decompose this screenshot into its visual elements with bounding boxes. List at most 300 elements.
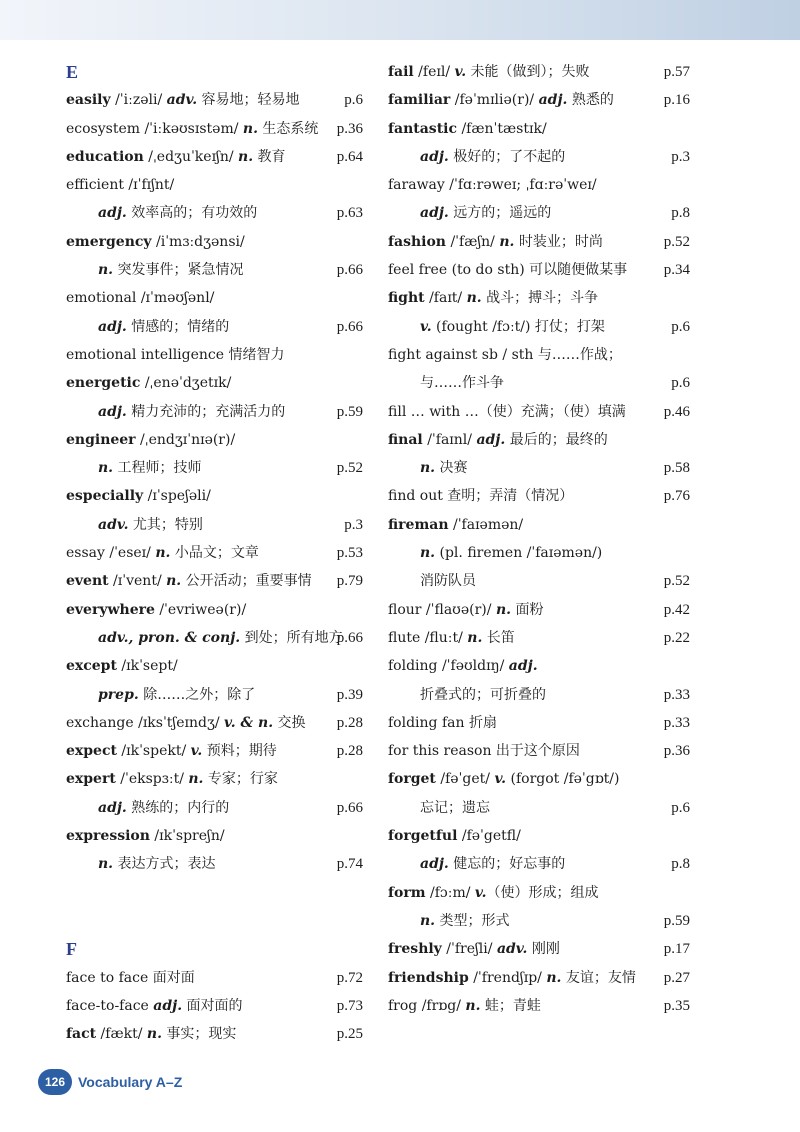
part-of-speech: n. [242, 120, 258, 137]
headword: emergency [66, 233, 152, 250]
headword: fireman [388, 516, 449, 533]
entry-text [388, 369, 504, 397]
entry-text [388, 567, 476, 595]
entry-text [388, 709, 497, 737]
part-of-speech: v. [474, 884, 487, 901]
vocab-entry [388, 115, 690, 143]
vocab-entry [388, 369, 690, 397]
page-reference: p.66 [336, 799, 363, 816]
headword: except [66, 658, 117, 675]
part-of-speech: n. [238, 148, 254, 165]
part-of-speech: n. [420, 912, 436, 929]
entry-body: 与……作斗争 [420, 375, 504, 392]
entry-text [66, 624, 343, 652]
chinese-meaning: 表达方式；表达 [113, 856, 216, 873]
right-column [388, 58, 690, 1020]
part-of-speech: adj. [98, 205, 127, 222]
vocab-entry [66, 709, 363, 737]
chinese-meaning: 健忘的；好忘事的 [448, 856, 566, 873]
page-reference: p.73 [336, 997, 363, 1014]
part-of-speech: adj. [98, 318, 127, 335]
part-of-speech: v. [420, 318, 432, 335]
entry-body: /ɪˈspeʃəli/ [143, 488, 211, 505]
page-reference: p.6 [344, 92, 363, 109]
entry-body: /fəˈmɪliə(r)/ [450, 92, 539, 109]
entry-text [388, 341, 622, 369]
vocab-entry [66, 313, 363, 341]
page-reference: p.76 [663, 488, 690, 505]
vocab-entry [66, 482, 363, 510]
chinese-meaning: 交换 [273, 714, 306, 731]
part-of-speech: adj. [98, 403, 127, 420]
entry-text [66, 539, 259, 567]
vocab-entry [388, 907, 690, 935]
chinese-meaning: 容易地；轻易地 [197, 92, 300, 109]
vocab-entry [66, 567, 363, 595]
page-reference: p.52 [663, 233, 690, 250]
page-reference: p.64 [336, 148, 363, 165]
page-reference: p.72 [336, 969, 363, 986]
vocab-entry [66, 850, 363, 878]
entry-text [66, 765, 278, 793]
part-of-speech: adj. [538, 92, 568, 109]
page-reference: p.35 [663, 997, 690, 1014]
entry-body: /ˈevriweə(r)/ [154, 601, 247, 618]
entry-text [66, 143, 286, 171]
vocab-entry [388, 171, 690, 199]
page-reference: p.52 [663, 573, 690, 590]
entry-text [388, 199, 551, 227]
part-of-speech: v. [190, 743, 203, 760]
headword: friendship [388, 969, 469, 986]
entry-body: emotional /ɪˈməʊʃənl/ [66, 290, 215, 307]
entry-text [66, 596, 246, 624]
part-of-speech: n. [166, 573, 182, 590]
entry-body: essay /ˈeseɪ/ [66, 545, 156, 562]
entry-text [66, 341, 285, 369]
entry-body: /faɪt/ [424, 290, 467, 307]
entry-text [66, 737, 277, 765]
entry-text [388, 256, 627, 284]
headword: familiar [388, 92, 451, 109]
part-of-speech: n. [155, 545, 171, 562]
chinese-meaning: 最后的；最终的 [505, 431, 608, 448]
page-reference: p.6 [671, 799, 690, 816]
vocab-entry [66, 539, 363, 567]
entry-body: /ɪkˈspekt/ [116, 743, 191, 760]
entry-text [388, 794, 490, 822]
vocab-entry [66, 86, 363, 114]
part-of-speech: n. [546, 969, 562, 986]
entry-text [66, 199, 257, 227]
headword: fight [388, 290, 425, 307]
vocab-entry [388, 228, 690, 256]
entry-body: /ˌedʒuˈkeɪʃn/ [143, 148, 239, 165]
entry-body: exchange /ɪksˈtʃeɪndʒ/ [66, 714, 225, 731]
chinese-meaning: 小品文；文章 [170, 545, 259, 562]
entry-body: /ˈfrendʃɪp/ [468, 969, 547, 986]
entry-text [66, 369, 231, 397]
entry-body: face to face 面对面 [66, 969, 195, 986]
vocab-entry [388, 794, 690, 822]
vocab-entry [388, 398, 690, 426]
entry-body: 折叠式的；可折叠的 [420, 686, 546, 703]
vocab-entry [66, 454, 363, 482]
entry-text [388, 737, 580, 765]
page-reference: p.27 [663, 969, 690, 986]
vocab-entry [66, 1020, 363, 1048]
chinese-meaning: 除……之外；除了 [138, 686, 256, 703]
part-of-speech: n. [499, 233, 515, 250]
vocab-entry [388, 256, 690, 284]
part-of-speech: adv. [166, 92, 198, 109]
chinese-meaning: 熟悉的 [567, 92, 614, 109]
entry-body: folding /ˈfəʊldɪŋ/ [388, 658, 509, 675]
chinese-meaning: 熟练的；内行的 [126, 799, 230, 816]
entry-body: emotional intelligence 情绪智力 [66, 346, 285, 363]
vocab-entry [66, 199, 363, 227]
headword: form [388, 884, 426, 901]
part-of-speech: n. [420, 545, 436, 562]
entry-body: /ˈfæʃn/ [446, 233, 500, 250]
vocab-entry [388, 879, 690, 907]
entry-body: /fəˈget/ [435, 771, 495, 788]
page-reference: p.22 [663, 629, 690, 646]
part-of-speech: adv. [98, 516, 129, 533]
chinese-meaning: 面粉 [511, 601, 544, 618]
headword: final [388, 431, 423, 448]
entry-body: /iˈmɜːdʒənsi/ [151, 233, 245, 250]
entry-body: ecosystem /ˈiːkəʊsɪstəm/ [66, 120, 243, 137]
chinese-meaning: 效率高的；有功效的 [126, 205, 258, 222]
headword: easily [66, 92, 111, 109]
chinese-meaning: 未能（做到）；失败 [466, 64, 590, 80]
entry-body: fill … with …（使）充满；（使）填满 [388, 403, 626, 420]
entry-text [388, 539, 602, 567]
chinese-meaning: 预料；期待 [202, 743, 277, 760]
page-reference: p.57 [663, 64, 690, 80]
entry-body: /ɪkˈspreʃn/ [149, 828, 225, 845]
entry-body: /fækt/ [96, 1026, 147, 1043]
entry-text [388, 964, 636, 992]
entry-text [66, 794, 229, 822]
headword: expert [66, 771, 116, 788]
entry-body: /feɪl/ [413, 64, 455, 80]
left-column [66, 58, 363, 1048]
headword: especially [66, 488, 144, 505]
page-reference: p.33 [663, 686, 690, 703]
page-footer [38, 1069, 182, 1095]
section-letter-text: E [66, 62, 79, 82]
section-gap [66, 879, 363, 936]
page-reference: p.63 [336, 205, 363, 222]
headword: expression [66, 828, 150, 845]
page-reference: p.58 [663, 460, 690, 477]
vocab-entry [388, 624, 690, 652]
vocab-entry [66, 596, 363, 624]
entry-text [66, 822, 225, 850]
vocab-entry [388, 284, 690, 312]
chinese-meaning: 公开活动；重要事情 [181, 573, 312, 590]
entry-text [388, 511, 523, 539]
entry-text [388, 652, 538, 680]
entry-body: 忘记；遗忘 [420, 799, 490, 816]
entry-text [388, 907, 510, 935]
part-of-speech: adj. [420, 205, 449, 222]
entry-text [388, 426, 608, 454]
vocab-entry [66, 369, 363, 397]
part-of-speech: adv., pron. & conj. [98, 629, 241, 646]
entry-body: frog /frɒg/ [388, 997, 466, 1014]
headword: freshly [388, 941, 442, 958]
entry-text [388, 681, 546, 709]
entry-body: /ɪkˈsept/ [116, 658, 178, 675]
page-reference: p.3 [671, 148, 690, 165]
vocab-entry [66, 143, 363, 171]
chinese-meaning: 蛙；青蛙 [480, 997, 541, 1014]
page-reference: p.66 [336, 318, 363, 335]
part-of-speech: adj. [476, 431, 506, 448]
headword: expect [66, 743, 117, 760]
headword: fact [66, 1026, 97, 1043]
chinese-meaning: 尤其；特别 [128, 516, 203, 533]
page-reference: p.34 [663, 262, 690, 279]
chinese-meaning: 决赛 [435, 460, 468, 477]
chinese-meaning: (fought /fɔːt/) 打仗；打架 [431, 318, 605, 335]
chinese-meaning: 长笛 [482, 629, 515, 646]
page-reference: p.8 [671, 205, 690, 222]
page-reference: p.3 [344, 516, 363, 533]
part-of-speech: n. [188, 771, 204, 788]
vocab-entry [66, 652, 363, 680]
entry-text [388, 398, 626, 426]
vocab-entry [388, 341, 690, 369]
headword: forget [388, 771, 436, 788]
chinese-meaning: 生态系统 [257, 120, 319, 137]
page-reference: p.36 [336, 120, 363, 137]
chinese-meaning: 战斗；搏斗；斗争 [481, 290, 599, 307]
vocab-entry [388, 511, 690, 539]
entry-body: for this reason 出于这个原因 [388, 743, 580, 760]
entry-text [388, 58, 590, 86]
page-reference: p.25 [336, 1026, 363, 1043]
entry-body: /ˈiːzəli/ [110, 92, 167, 109]
entry-text [66, 681, 255, 709]
headword: fail [388, 64, 414, 80]
vocab-entry [66, 426, 363, 454]
entry-body: /ˈekspɜːt/ [115, 771, 189, 788]
headword: fantastic [388, 120, 458, 137]
chinese-meaning: 教育 [253, 148, 286, 165]
entry-text [66, 992, 243, 1020]
part-of-speech: v. [494, 771, 507, 788]
entry-text [388, 228, 603, 256]
vocab-entry [66, 822, 363, 850]
entry-body: /ɪˈvent/ [108, 573, 167, 590]
chinese-meaning: (pl. firemen /ˈfaɪəmən/) [435, 545, 603, 562]
chinese-meaning: 到处；所有地方 [240, 629, 343, 646]
vocab-entry [388, 935, 690, 963]
headword: everywhere [66, 601, 155, 618]
vocab-entry [388, 822, 690, 850]
vocab-entry [66, 511, 363, 539]
page-reference: p.66 [336, 629, 363, 646]
page-reference: p.6 [671, 318, 690, 335]
entry-body: find out 查明；弄清（情况） [388, 488, 574, 505]
headword: forgetful [388, 828, 458, 845]
chinese-meaning: 时装业；时尚 [514, 233, 603, 250]
vocab-entry [388, 58, 690, 86]
entry-text [66, 567, 312, 595]
chinese-meaning: 情感的；情绪的 [126, 318, 230, 335]
entry-text [66, 86, 300, 114]
vocab-entry [66, 341, 363, 369]
entry-text [388, 850, 565, 878]
entry-text [388, 935, 560, 963]
entry-text [66, 426, 235, 454]
vocab-entry [66, 171, 363, 199]
vocab-entry [388, 143, 690, 171]
page-reference: p.59 [336, 403, 363, 420]
part-of-speech: adj. [98, 799, 127, 816]
part-of-speech: n. [495, 601, 511, 618]
entry-body: /ˈfreʃli/ [441, 941, 497, 958]
entry-body: efficient /ɪˈfɪʃnt/ [66, 177, 175, 194]
vocab-entry [388, 652, 690, 680]
page-reference: p.46 [663, 403, 690, 420]
entry-text [66, 398, 285, 426]
vocab-entry [388, 539, 690, 567]
part-of-speech: n. [98, 856, 114, 873]
page-reference: p.36 [663, 743, 690, 760]
vocab-entry [66, 681, 363, 709]
page-reference: p.79 [336, 573, 363, 590]
part-of-speech: n. [98, 460, 114, 477]
chinese-meaning: 刚刚 [527, 941, 560, 958]
entry-body: /ˈfaɪəmən/ [448, 516, 524, 533]
part-of-speech: adv. [496, 941, 528, 958]
entry-text [66, 964, 195, 992]
vocab-entry [66, 737, 363, 765]
entry-text [66, 284, 214, 312]
chinese-meaning: 专家；行家 [203, 771, 278, 788]
vocab-entry [66, 398, 363, 426]
entry-body: 消防队员 [420, 573, 476, 590]
entry-text [388, 822, 521, 850]
vocab-entry [388, 964, 690, 992]
page-reference: p.59 [663, 912, 690, 929]
entry-body: faraway /ˈfɑːrəweɪ; ˌfɑːrəˈweɪ/ [388, 177, 597, 194]
entry-body: folding fan 折扇 [388, 714, 497, 731]
part-of-speech: adj. [153, 997, 183, 1014]
entry-text [388, 171, 597, 199]
page-reference: p.52 [336, 460, 363, 477]
part-of-speech: prep. [98, 686, 139, 703]
vocab-entry [66, 115, 363, 143]
part-of-speech: adj. [420, 856, 449, 873]
headword: fashion [388, 233, 446, 250]
vocab-entry [388, 454, 690, 482]
chinese-meaning: 事实；现实 [161, 1026, 237, 1043]
part-of-speech: n. [465, 997, 481, 1014]
entry-text [66, 171, 174, 199]
page-reference: p.53 [336, 545, 363, 562]
vocab-entry [388, 596, 690, 624]
vocab-entry [388, 482, 690, 510]
vocab-entry [66, 964, 363, 992]
part-of-speech: v. [454, 64, 467, 80]
entry-body: flour /ˈflaʊə(r)/ [388, 601, 496, 618]
chinese-meaning: （使）形成；组成 [486, 884, 599, 901]
vocab-entry [66, 624, 363, 652]
part-of-speech: adj. [420, 148, 449, 165]
chinese-meaning: 突发事件；紧急情况 [113, 262, 244, 279]
entry-body: feel free (to do sth) 可以随便做某事 [388, 262, 628, 279]
entry-text [388, 482, 573, 510]
entry-text [388, 454, 468, 482]
entry-text [66, 709, 306, 737]
vocab-entry [66, 284, 363, 312]
entry-body: /ˌenəˈdʒetɪk/ [140, 375, 232, 392]
page-number-badge: 126 [38, 1069, 72, 1095]
entry-text [66, 115, 318, 143]
chinese-meaning: 工程师；技师 [113, 460, 202, 477]
entry-text [388, 284, 598, 312]
entry-body: /ˌendʒɪˈnɪə(r)/ [135, 431, 236, 448]
vocab-entry [66, 256, 363, 284]
part-of-speech: n. [420, 460, 436, 477]
entry-text [66, 482, 211, 510]
page-reference: p.74 [336, 856, 363, 873]
entry-body: face-to-face [66, 997, 154, 1014]
vocab-entry [388, 426, 690, 454]
vocab-entry [388, 567, 690, 595]
entry-text [388, 879, 599, 907]
vocab-entry [388, 850, 690, 878]
entry-text [66, 454, 202, 482]
page-reference: p.39 [336, 686, 363, 703]
headword: event [66, 573, 109, 590]
page-reference: p.17 [663, 941, 690, 958]
part-of-speech: n. [146, 1026, 162, 1043]
entry-text [388, 115, 547, 143]
page-reference: p.28 [336, 743, 363, 760]
chinese-meaning: 远方的；遥远的 [448, 205, 552, 222]
vocab-entry [388, 86, 690, 114]
page-reference: p.28 [336, 714, 363, 731]
vocab-entry [66, 794, 363, 822]
chinese-meaning: 友谊；友情 [561, 969, 636, 986]
entry-text [66, 313, 229, 341]
entry-body: flute /fluːt/ [388, 629, 468, 646]
vocab-entry [66, 992, 363, 1020]
part-of-speech: v. & n. [224, 714, 274, 731]
entry-text [388, 143, 565, 171]
entry-text [66, 511, 203, 539]
page-reference: p.33 [663, 714, 690, 731]
vocab-entry [388, 681, 690, 709]
page-reference: p.16 [663, 92, 690, 109]
page-reference: p.6 [671, 375, 690, 392]
entry-body: /fænˈtæstɪk/ [457, 120, 547, 137]
header-band [0, 0, 800, 40]
chinese-meaning: (forgot /fəˈgɒt/) [506, 771, 620, 788]
section-letter-text: F [66, 939, 77, 960]
entry-body: /ˈfaɪnl/ [422, 431, 477, 448]
vocab-entry [388, 765, 690, 793]
page-reference: p.42 [663, 601, 690, 618]
entry-text [66, 256, 244, 284]
